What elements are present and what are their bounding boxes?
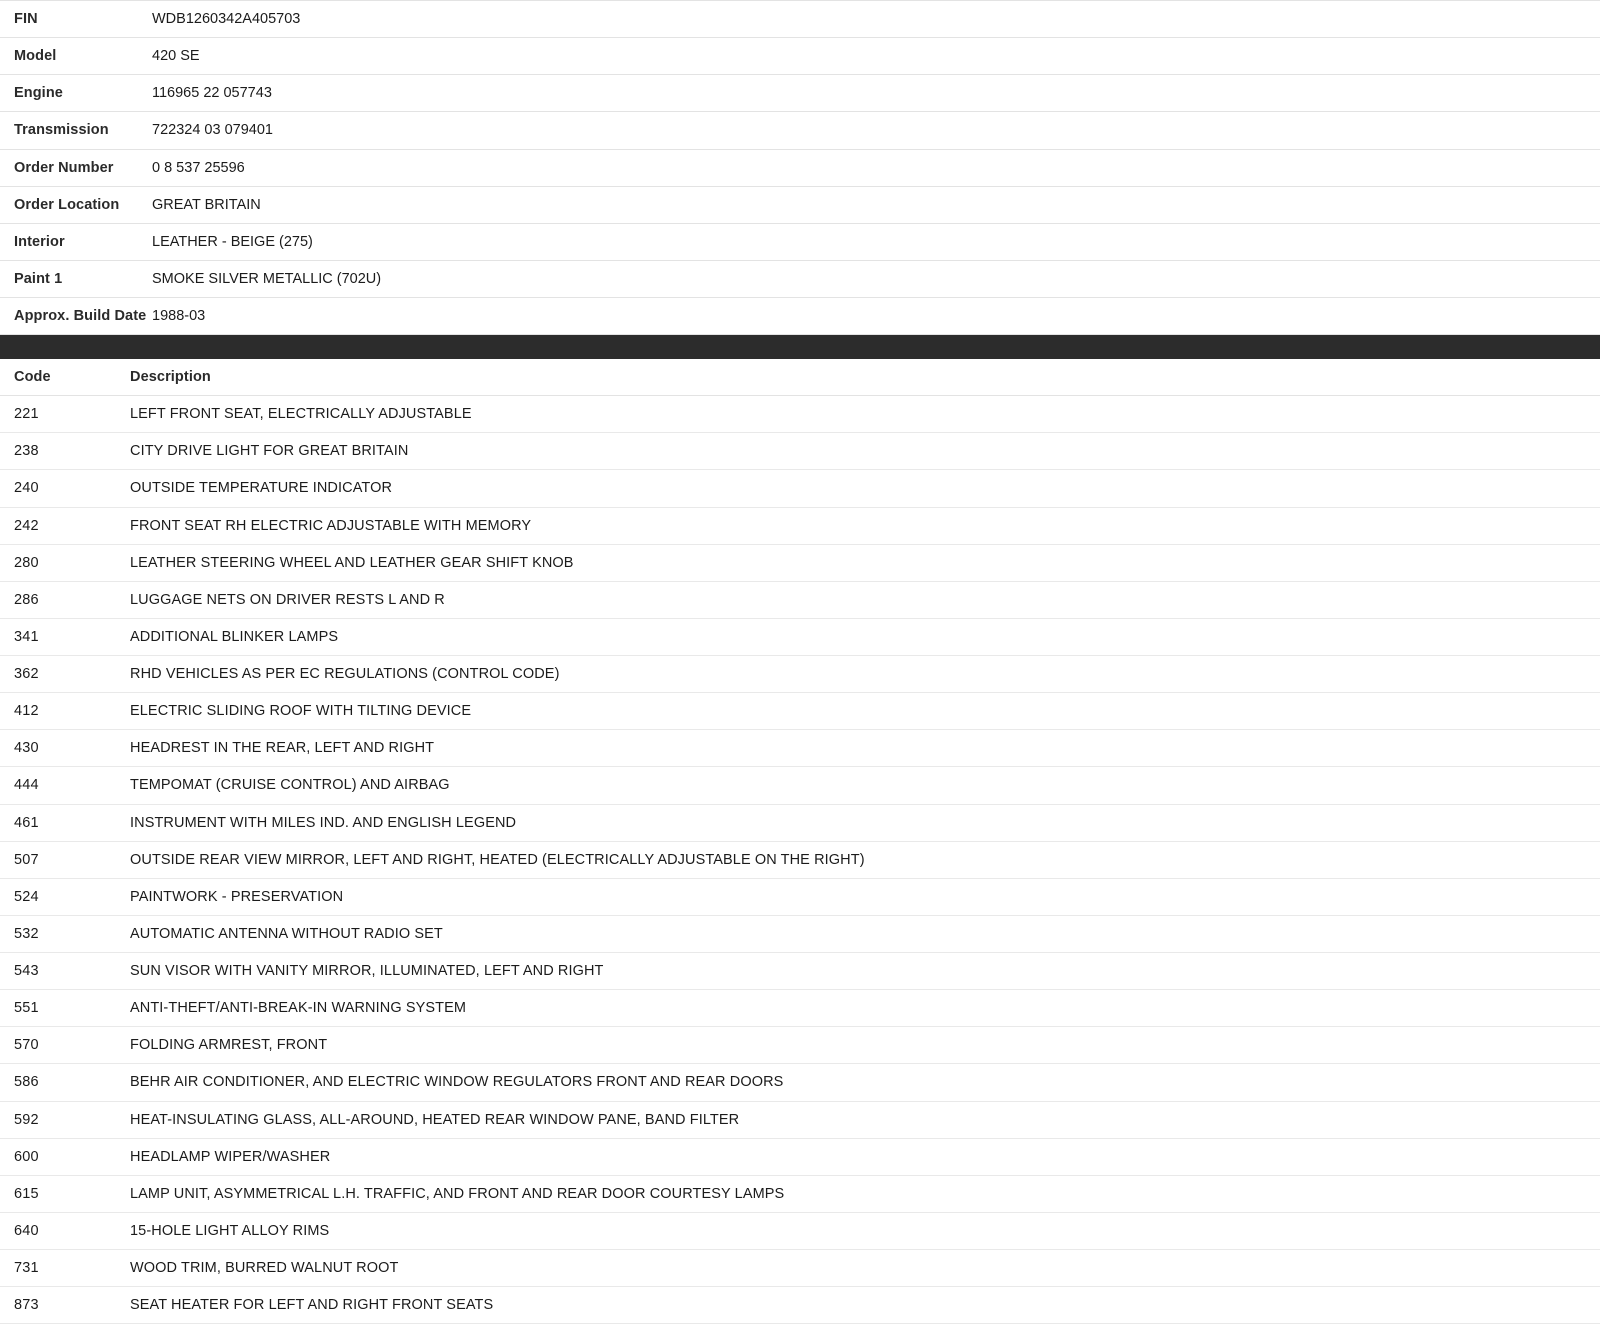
table-row — [0, 953, 1600, 990]
table-row — [0, 730, 1600, 767]
option-code: 362 — [0, 656, 72, 693]
option-description: LUGGAGE NETS ON DRIVER RESTS L AND R — [72, 581, 1600, 618]
option-description: FOLDING ARMREST, FRONT — [72, 1027, 1600, 1064]
option-description: LAMP UNIT, ASYMMETRICAL L.H. TRAFFIC, AND FRONT AND REAR DOOR COURTESY LAMPS — [72, 1175, 1600, 1212]
option-code: 524 — [0, 878, 72, 915]
option-codes-table — [0, 359, 1600, 1324]
column-header-description: Description — [72, 359, 1600, 396]
option-description: BEHR AIR CONDITIONER, AND ELECTRIC WINDOW REGULATORS FRONT AND REAR DOORS — [72, 1064, 1600, 1101]
spec-label: Approx. Build Date — [14, 308, 147, 324]
table-row — [0, 618, 1600, 655]
option-code: 640 — [0, 1212, 72, 1249]
option-description: ADDITIONAL BLINKER LAMPS — [72, 618, 1600, 655]
spec-label: Paint 1 — [14, 270, 63, 287]
option-description: HEAT-INSULATING GLASS, ALL-AROUND, HEATED REAR WINDOW PANE, BAND FILTER — [72, 1101, 1600, 1138]
option-description: ELECTRIC SLIDING ROOF WITH TILTING DEVICE — [72, 693, 1600, 730]
table-row — [0, 544, 1600, 581]
option-description: LEATHER STEERING WHEEL AND LEATHER GEAR SHIFT KNOB — [72, 544, 1600, 581]
option-description: LEFT FRONT SEAT, ELECTRICALLY ADJUSTABLE — [72, 396, 1600, 433]
table-row — [0, 656, 1600, 693]
option-code: 240 — [0, 470, 72, 507]
option-description: 15-HOLE LIGHT ALLOY RIMS — [72, 1212, 1600, 1249]
vehicle-spec-body — [0, 1, 1600, 335]
spec-row — [0, 75, 1600, 112]
spec-value: 420 SE — [152, 48, 200, 65]
option-code: 444 — [0, 767, 72, 804]
option-code: 280 — [0, 544, 72, 581]
option-code: 286 — [0, 581, 72, 618]
spec-label: FIN — [14, 11, 38, 27]
option-description: ANTI-THEFT/ANTI-BREAK-IN WARNING SYSTEM — [72, 990, 1600, 1027]
table-row — [0, 1101, 1600, 1138]
spec-value: 0 8 537 25596 — [152, 159, 245, 176]
table-row — [0, 878, 1600, 915]
table-row — [0, 693, 1600, 730]
table-row — [0, 396, 1600, 433]
option-code: 570 — [0, 1027, 72, 1064]
option-description: OUTSIDE TEMPERATURE INDICATOR — [72, 470, 1600, 507]
table-row — [0, 767, 1600, 804]
spec-value: LEATHER - BEIGE (275) — [152, 233, 313, 250]
table-row — [0, 581, 1600, 618]
table-row — [0, 1064, 1600, 1101]
option-code: 341 — [0, 618, 72, 655]
spec-row — [0, 186, 1600, 223]
spec-label: Model — [14, 48, 57, 65]
section-separator-band — [0, 335, 1600, 359]
column-header-code: Code — [0, 359, 72, 396]
vehicle-spec-table — [0, 0, 1600, 335]
table-row — [0, 1287, 1600, 1324]
spec-row — [0, 223, 1600, 260]
table-row — [0, 470, 1600, 507]
spec-value: 116965 22 057743 — [152, 85, 272, 102]
table-row — [0, 1027, 1600, 1064]
spec-row — [0, 298, 1600, 335]
option-code: 242 — [0, 507, 72, 544]
spec-row — [0, 1, 1600, 38]
spec-row — [0, 149, 1600, 186]
option-codes-body — [0, 396, 1600, 1324]
spec-label: Engine — [14, 85, 63, 102]
option-description: PAINTWORK - PRESERVATION — [72, 878, 1600, 915]
spec-label: Interior — [14, 233, 65, 250]
option-description: WOOD TRIM, BURRED WALNUT ROOT — [72, 1250, 1600, 1287]
option-code: 532 — [0, 915, 72, 952]
spec-value: SMOKE SILVER METALLIC (702U) — [152, 270, 382, 287]
option-code: 615 — [0, 1175, 72, 1212]
option-description: RHD VEHICLES AS PER EC REGULATIONS (CONTROL CODE) — [72, 656, 1600, 693]
option-description: INSTRUMENT WITH MILES IND. AND ENGLISH LEGEND — [72, 804, 1600, 841]
spec-row — [0, 112, 1600, 149]
spec-label: Order Location — [14, 196, 120, 213]
option-code: 430 — [0, 730, 72, 767]
spec-label: Transmission — [14, 122, 109, 139]
table-row — [0, 804, 1600, 841]
option-code: 221 — [0, 396, 72, 433]
option-code: 586 — [0, 1064, 72, 1101]
table-row — [0, 841, 1600, 878]
option-code: 412 — [0, 693, 72, 730]
option-code: 507 — [0, 841, 72, 878]
table-row — [0, 1138, 1600, 1175]
table-row — [0, 507, 1600, 544]
option-codes-header — [0, 359, 1600, 396]
option-description: AUTOMATIC ANTENNA WITHOUT RADIO SET — [72, 915, 1600, 952]
option-code: 873 — [0, 1287, 72, 1324]
spec-value: GREAT BRITAIN — [152, 196, 261, 213]
option-description: HEADLAMP WIPER/WASHER — [72, 1138, 1600, 1175]
option-code: 600 — [0, 1138, 72, 1175]
spec-value: 722324 03 079401 — [152, 122, 273, 139]
option-description: OUTSIDE REAR VIEW MIRROR, LEFT AND RIGHT, HEATED (ELECTRICALLY ADJUSTABLE ON THE RIGHT) — [72, 841, 1600, 878]
table-row — [0, 433, 1600, 470]
option-code: 238 — [0, 433, 72, 470]
option-description: CITY DRIVE LIGHT FOR GREAT BRITAIN — [72, 433, 1600, 470]
spec-row — [0, 38, 1600, 75]
option-code: 543 — [0, 953, 72, 990]
option-code: 731 — [0, 1250, 72, 1287]
option-code: 551 — [0, 990, 72, 1027]
table-row — [0, 990, 1600, 1027]
table-row — [0, 1175, 1600, 1212]
option-description: SEAT HEATER FOR LEFT AND RIGHT FRONT SEATS — [72, 1287, 1600, 1324]
option-description: FRONT SEAT RH ELECTRIC ADJUSTABLE WITH MEMORY — [72, 507, 1600, 544]
table-row — [0, 1250, 1600, 1287]
spec-label: Order Number — [14, 159, 114, 176]
option-description: HEADREST IN THE REAR, LEFT AND RIGHT — [72, 730, 1600, 767]
spec-row — [0, 260, 1600, 297]
option-description: SUN VISOR WITH VANITY MIRROR, ILLUMINATED, LEFT AND RIGHT — [72, 953, 1600, 990]
option-description: TEMPOMAT (CRUISE CONTROL) AND AIRBAG — [72, 767, 1600, 804]
table-row — [0, 915, 1600, 952]
option-code: 592 — [0, 1101, 72, 1138]
table-header-row — [0, 359, 1600, 396]
option-code: 461 — [0, 804, 72, 841]
table-row — [0, 1212, 1600, 1249]
spec-value: WDB1260342A405703 — [152, 11, 301, 27]
spec-value: 1988-03 — [152, 308, 206, 324]
